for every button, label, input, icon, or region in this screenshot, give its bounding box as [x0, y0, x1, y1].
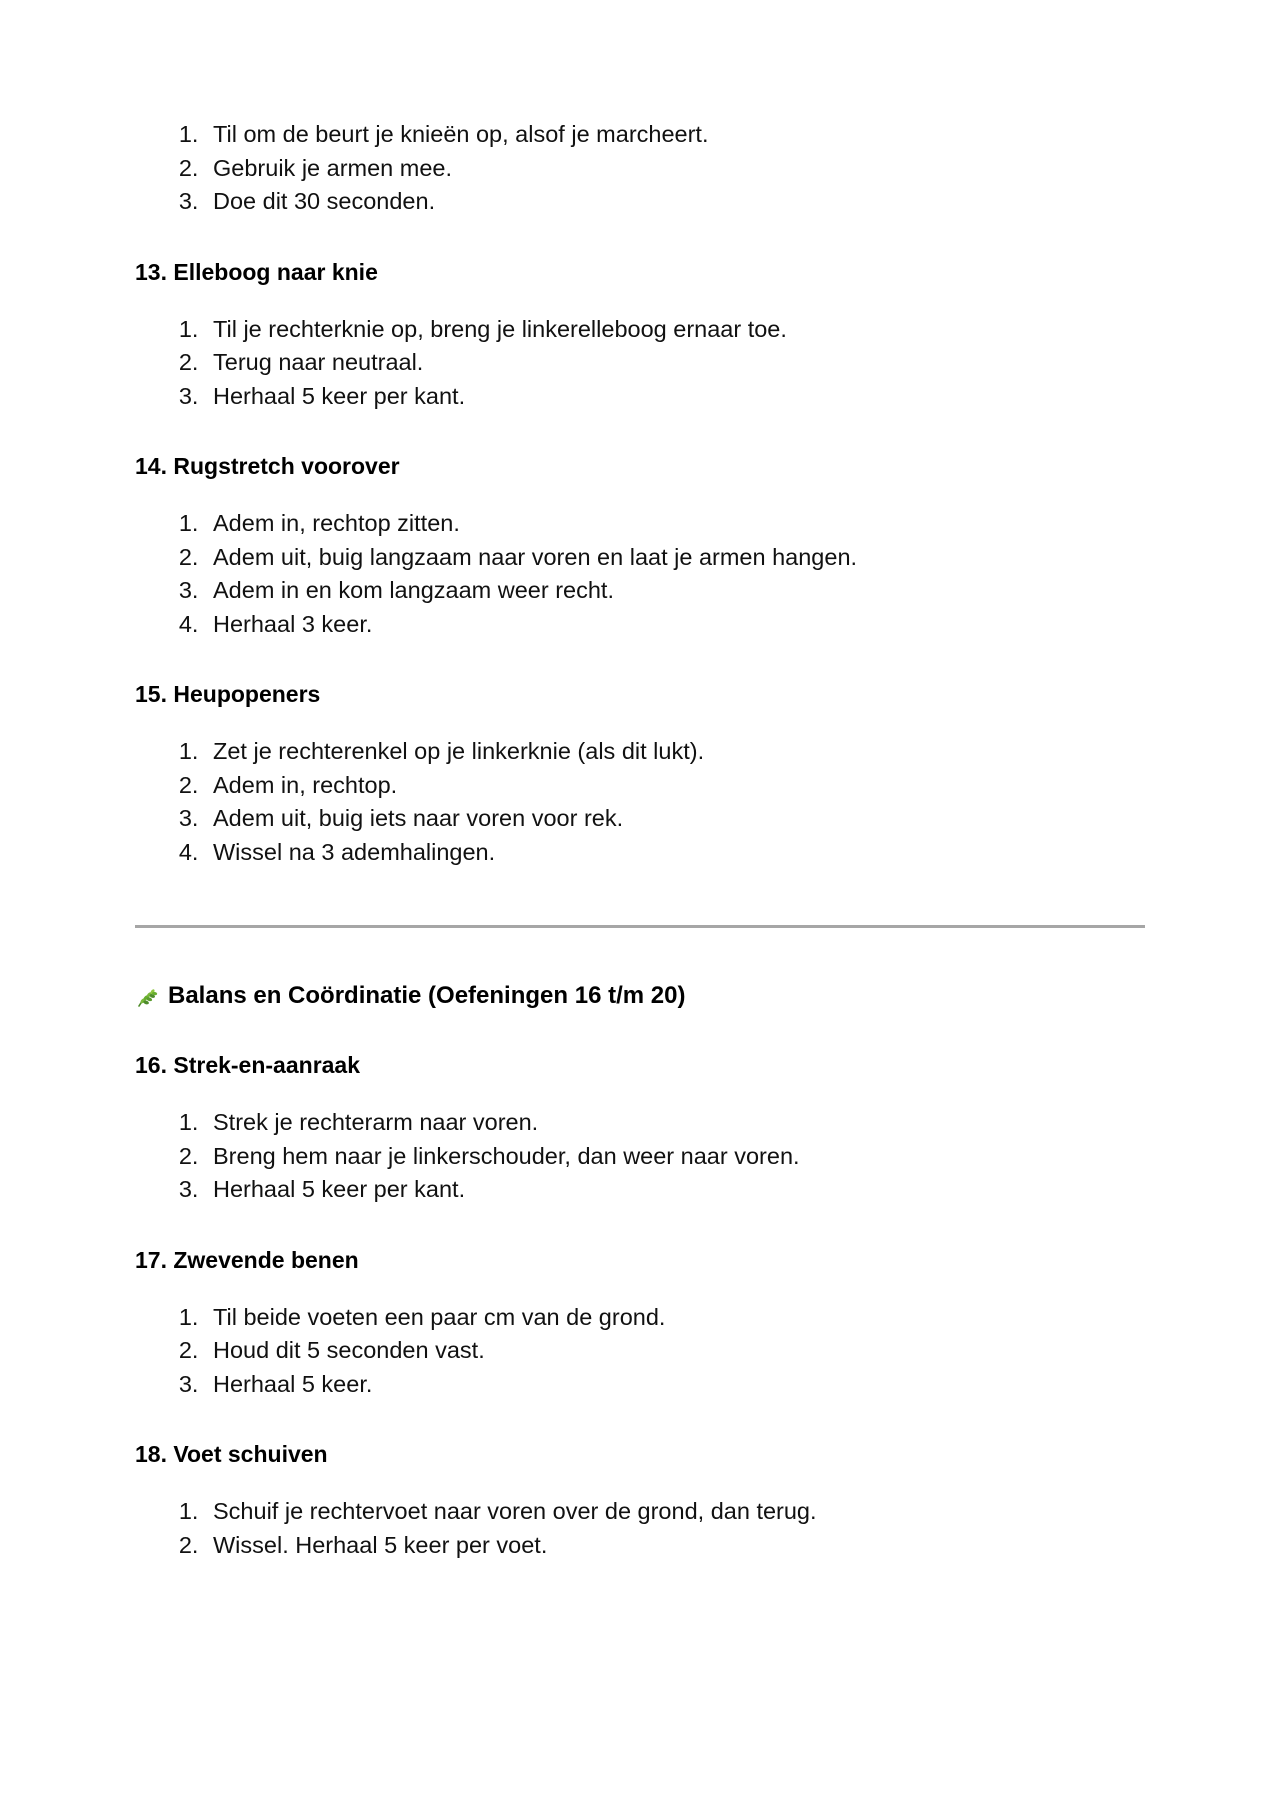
- list-item: 1. Strek je rechterarm naar voren.: [205, 1106, 1145, 1140]
- group-heading-label: Balans en Coördinatie (Oefeningen 16 t/m 20): [168, 982, 686, 1009]
- section-heading-15: 15. Heupopeners: [135, 681, 321, 707]
- section-heading-13: 13. Elleboog naar knie: [135, 258, 378, 285]
- list-item: 2. Adem in, rechtop.: [205, 769, 1145, 803]
- list-item: 2. Gebruik je armen mee.: [205, 152, 1145, 186]
- steps-exercise-16-list: [135, 1106, 1145, 1207]
- document-content: [135, 118, 1145, 1562]
- list-item: 1. Zet je rechterenkel op je linkerknie (als dit lukt).: [205, 735, 1145, 769]
- section-divider: [135, 925, 1145, 928]
- list-item: 3. Doe dit 30 seconden.: [205, 185, 1145, 219]
- steps-exercise-12-list: [135, 118, 1145, 219]
- list-item: 1. Til je rechterknie op, breng je linkerelleboog ernaar toe.: [205, 313, 1145, 347]
- list-item: 1. Til om de beurt je knieën op, alsof je marcheert.: [205, 118, 1145, 152]
- steps-exercise-17: [135, 1301, 1145, 1402]
- steps-exercise-12: [135, 118, 1145, 219]
- list-item: 2. Breng hem naar je linkerschouder, dan weer naar voren.: [205, 1140, 1145, 1174]
- steps-exercise-18-list: [135, 1495, 1145, 1562]
- steps-exercise-16: [135, 1106, 1145, 1207]
- list-item: 3. Adem uit, buig iets naar voren voor rek.: [205, 802, 1145, 836]
- steps-exercise-15: [135, 735, 1145, 869]
- list-item: 2. Terug naar neutraal.: [205, 346, 1145, 380]
- list-item: 4. Wissel na 3 ademhalingen.: [205, 836, 1145, 870]
- steps-exercise-13-list: [135, 313, 1145, 414]
- section-heading-18: 18. Voet schuiven: [135, 1441, 328, 1467]
- leaf-icon: [135, 985, 159, 1009]
- section-heading-17: 17. Zwevende benen: [135, 1246, 359, 1273]
- list-item: 3. Adem in en kom langzaam weer recht.: [205, 574, 1145, 608]
- steps-exercise-14-list: [135, 507, 1145, 641]
- list-item: 1. Adem in, rechtop zitten.: [205, 507, 1145, 541]
- section-heading-14: 14. Rugstretch voorover: [135, 453, 400, 479]
- steps-exercise-17-list: [135, 1301, 1145, 1402]
- steps-exercise-18: [135, 1495, 1145, 1562]
- list-item: 2. Houd dit 5 seconden vast.: [205, 1334, 1145, 1368]
- list-item: 3. Herhaal 5 keer per kant.: [205, 1173, 1145, 1207]
- group-heading-balans: [135, 980, 1145, 1012]
- section-heading-16: 16. Strek-en-aanraak: [135, 1052, 361, 1078]
- list-item: 1. Schuif je rechtervoet naar voren over de grond, dan terug.: [205, 1495, 1145, 1529]
- list-item: 3. Herhaal 5 keer.: [205, 1368, 1145, 1402]
- list-item: 1. Til beide voeten een paar cm van de grond.: [205, 1301, 1145, 1335]
- steps-exercise-13: [135, 313, 1145, 414]
- list-item: 4. Herhaal 3 keer.: [205, 608, 1145, 642]
- steps-exercise-15-list: [135, 735, 1145, 869]
- list-item: 3. Herhaal 5 keer per kant.: [205, 380, 1145, 414]
- list-item: 2. Adem uit, buig langzaam naar voren en laat je armen hangen.: [205, 541, 1145, 575]
- steps-exercise-14: [135, 507, 1145, 641]
- list-item: 2. Wissel. Herhaal 5 keer per voet.: [205, 1529, 1145, 1563]
